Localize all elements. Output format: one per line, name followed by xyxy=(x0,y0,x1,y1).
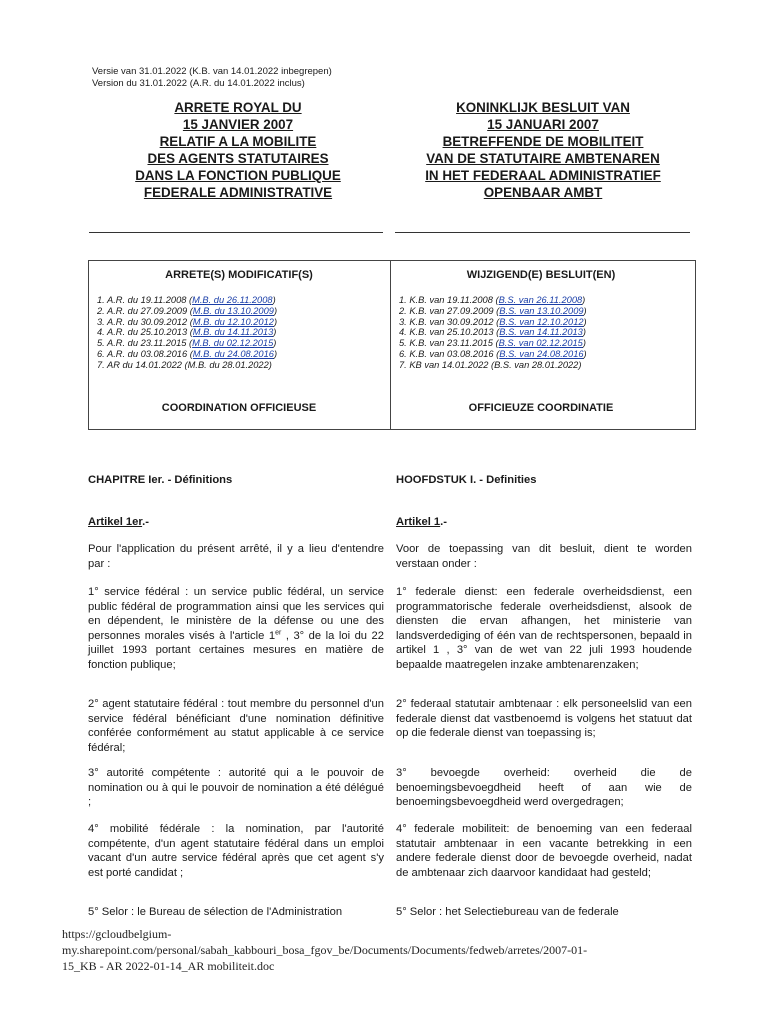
amendment-suffix: ) xyxy=(273,338,277,349)
amendment-suffix: ) xyxy=(583,348,587,359)
amendment-link[interactable]: M.B. du 26.11.2008 xyxy=(192,295,273,305)
amendment-item xyxy=(399,349,587,360)
amendment-suffix: ) xyxy=(273,348,278,359)
amendment-item xyxy=(399,295,587,306)
amendment-text: 3. K.B. van 30.09.2012 ( xyxy=(399,316,500,327)
coordination-label: COORDINATION OFFICIEUSE xyxy=(161,402,317,414)
title-nl-line: 15 JANUARI 2007 xyxy=(487,117,599,132)
amendment-suffix: ) xyxy=(273,327,277,338)
chapter-heading-nl: HOOFDSTUK I. - Definities xyxy=(396,474,537,486)
amendment-item xyxy=(399,327,587,338)
amendments-fr-column xyxy=(89,261,389,429)
article-heading-nl xyxy=(396,515,692,530)
article-title: Artikel 1 xyxy=(396,516,441,528)
definition-text: , 3° de la loi du 22 juillet 1993 portant certaines mesures en matière de fonction publique; xyxy=(88,629,384,671)
amendments-nl-column xyxy=(391,261,691,429)
definition-2-nl: 2° federaal statutair ambtenaar : elk personeelslid van een federale dienst dat vastbenoemd is volgens het statuut dat op die federale dienst van toepassing is; xyxy=(396,698,692,740)
article-suffix: .- xyxy=(142,516,149,528)
amendments-list xyxy=(97,295,277,371)
amendment-link[interactable]: M.B. du 13.10.2009 xyxy=(192,305,274,316)
intro-nl: Voor de toepassing van dit besluit, dient te worden verstaan onder : xyxy=(396,543,692,570)
title-fr-line: RELATIF A LA MOBILITE xyxy=(159,134,317,149)
title-fr-line: FEDERALE ADMINISTRATIVE xyxy=(143,185,333,200)
amendment-link[interactable]: B.S. van 26.11.2008 xyxy=(498,295,583,305)
amendment-text: 4. K.B. van 25.10.2013 ( xyxy=(399,327,500,338)
amendment-item xyxy=(399,306,587,317)
definition-4-fr: 4° mobilité fédérale : la nomination, par l'autorité compétente, d'un agent statutaire fédéral dans un emploi vacant d'un autre service fédéral après que cet agent s'y est porté candidat ; xyxy=(88,823,384,879)
amendment-item xyxy=(399,338,587,349)
footer-line: https://gcloudbelgium- xyxy=(62,927,172,941)
amendment-item xyxy=(97,360,277,371)
title-nl-line: OPENBAAR AMBT xyxy=(483,185,603,200)
amendment-item xyxy=(399,317,587,328)
definition-5-fr: 5° Selor : le Bureau de sélection de l'Administration xyxy=(88,906,343,918)
amendment-link[interactable]: B.S. van 14.11.2013 xyxy=(499,327,583,338)
title-fr-line: DES AGENTS STATUTAIRES xyxy=(147,151,329,166)
amendment-text: 6. K.B. van 03.08.2016 ( xyxy=(399,348,500,359)
amendments-table xyxy=(88,260,696,430)
footer-line: 15_KB - AR 2022-01-14_AR mobiliteit.doc xyxy=(62,959,275,973)
amendment-link[interactable]: M.B. du 24.08.2016 xyxy=(192,348,274,359)
amendment-text: 2. A.R. du 27.09.2009 ( xyxy=(97,305,193,316)
amendment-suffix: ) xyxy=(273,305,278,316)
superscript: er xyxy=(275,629,282,637)
title-nl-line: BETREFFENDE DE MOBILITEIT xyxy=(442,134,644,149)
amendment-text: 2. K.B. van 27.09.2009 ( xyxy=(399,305,500,316)
amendment-link[interactable]: B.S. van 13.10.2009 xyxy=(499,305,584,316)
amendment-item xyxy=(97,327,277,338)
title-nl-line: VAN DE STATUTAIRE AMBTENAREN xyxy=(426,151,660,166)
article-suffix: .- xyxy=(440,516,447,528)
definition-3-fr: 3° autorité compétente : autorité qui a le pouvoir de nomination ou à qui le pouvoir de nomination a été délégué ; xyxy=(88,767,384,809)
amendment-suffix: ) xyxy=(583,305,587,316)
amendment-suffix: ) xyxy=(582,327,586,338)
amendment-item xyxy=(97,349,277,360)
amendment-text: 3. A.R. du 30.09.2012 ( xyxy=(97,316,193,327)
amendment-text: 4. A.R. du 25.10.2013 ( xyxy=(97,327,193,338)
intro-fr: Pour l'application du présent arrêté, il y a lieu d'entendre par : xyxy=(88,543,384,570)
divider-rule xyxy=(395,232,690,233)
title-fr-line: 15 JANVIER 2007 xyxy=(182,117,294,132)
footer-line: my.sharepoint.com/personal/sabah_kabbouri_bosa_fgov_be/Documents/Documents/fedweb/arretes/2007-01- xyxy=(62,943,588,957)
definition-text: 1° service fédéral : un service public fédéral, un service public fédéral de programmation ainsi que les services qui en dépendent, le ministère de la défense ou une des personnes morales visés à l'article 1 xyxy=(88,586,384,642)
coordination-label: OFFICIEUZE COORDINATIE xyxy=(468,402,614,414)
amendment-text: 5. A.R. du 23.11.2015 ( xyxy=(97,338,193,349)
amendment-link[interactable]: B.S. van 02.12.2015 xyxy=(498,338,583,349)
amendment-item xyxy=(97,338,277,349)
amendments-heading: WIJZIGEND(E) BESLUIT(EN) xyxy=(466,269,616,281)
amendment-suffix: ) xyxy=(582,338,586,349)
amendment-link[interactable]: M.B. du 12.10.2012 xyxy=(192,316,274,327)
title-nl-line: KONINKLIJK BESLUIT VAN xyxy=(456,100,630,115)
amendment-suffix: ) xyxy=(583,316,587,327)
amendment-link[interactable]: M.B. du 14.11.2013 xyxy=(192,327,274,338)
amendment-item xyxy=(399,360,587,371)
amendment-item xyxy=(97,295,277,306)
amendment-suffix: ) xyxy=(272,295,276,305)
version-note xyxy=(92,66,332,90)
amendment-text: 7. KB van 14.01.2022 (B.S. van 28.01.2022) xyxy=(399,359,582,370)
definition-1-nl: 1° federale dienst: een federale overheidsdienst, een programmatorische federale overheidsdienst, alsook de diensten die ervan afhangen, het ministerie van landsverdediging of één van de rechtspersonen, bepaald in artikel 1 , 3° van de wet van 22 juli 1993 houdende bepaalde maatregelen inzake ambtenarenzaken; xyxy=(396,586,692,671)
amendment-text: 1. A.R. du 19.11.2008 ( xyxy=(97,295,193,305)
version-line-nl: Versie van 31.01.2022 (K.B. van 14.01.2022 inbegrepen) xyxy=(92,66,332,77)
title-dutch xyxy=(397,99,689,201)
title-fr-line: DANS LA FONCTION PUBLIQUE xyxy=(135,168,341,183)
article-heading-fr xyxy=(88,515,384,530)
definition-2-fr: 2° agent statutaire fédéral : tout membre du personnel d'un service fédéral bénéficiant d'une nomination définitive conférée conformément au statut applicable à ce service fédéral; xyxy=(88,698,384,754)
definition-4-nl: 4° federale mobiliteit: de benoeming van een federaal statutair ambtenaar in een vacante betrekking in een andere federale dienst door de bevoegde overheid, nadat de ambtenaar zich daarvoor kandidaat had gesteld; xyxy=(396,823,692,879)
title-nl-line: IN HET FEDERAAL ADMINISTRATIEF xyxy=(425,168,661,183)
definition-3-nl: 3° bevoegde overheid: overheid die de benoemingsbevoegdheid heeft of aan wie de benoemingsbevoegdheid werd overgedragen; xyxy=(396,767,692,809)
amendment-link[interactable]: B.S. van 12.10.2012 xyxy=(499,316,584,327)
amendment-text: 5. K.B. van 23.11.2015 ( xyxy=(399,338,499,349)
amendment-link[interactable]: M.B. du 02.12.2015 xyxy=(192,338,274,349)
amendment-text: 7. AR du 14.01.2022 (M.B. du 28.01.2022) xyxy=(97,359,272,370)
amendment-item xyxy=(97,317,277,328)
definition-1-fr xyxy=(88,585,384,673)
amendments-heading: ARRETE(S) MODIFICATIF(S) xyxy=(165,269,313,281)
version-line-fr: Version du 31.01.2022 (A.R. du 14.01.2022 inclus) xyxy=(92,78,305,89)
amendment-suffix: ) xyxy=(273,316,278,327)
amendment-item xyxy=(97,306,277,317)
chapter-heading-fr: CHAPITRE Ier. - Définitions xyxy=(88,474,233,486)
title-french xyxy=(92,99,384,201)
amendment-suffix: ) xyxy=(582,295,586,305)
amendments-list xyxy=(399,295,587,371)
divider-rule xyxy=(89,232,383,233)
definition-5-nl: 5° Selor : het Selectiebureau van de federale xyxy=(396,906,619,918)
title-fr-line: ARRETE ROYAL DU xyxy=(174,100,302,115)
amendment-link[interactable]: B.S. van 24.08.2016 xyxy=(499,348,584,359)
amendment-text: 1. K.B. van 19.11.2008 ( xyxy=(399,295,499,305)
file-path-footer xyxy=(62,926,702,974)
amendment-text: 6. A.R. du 03.08.2016 ( xyxy=(97,348,193,359)
article-title: Artikel 1er xyxy=(88,516,143,528)
